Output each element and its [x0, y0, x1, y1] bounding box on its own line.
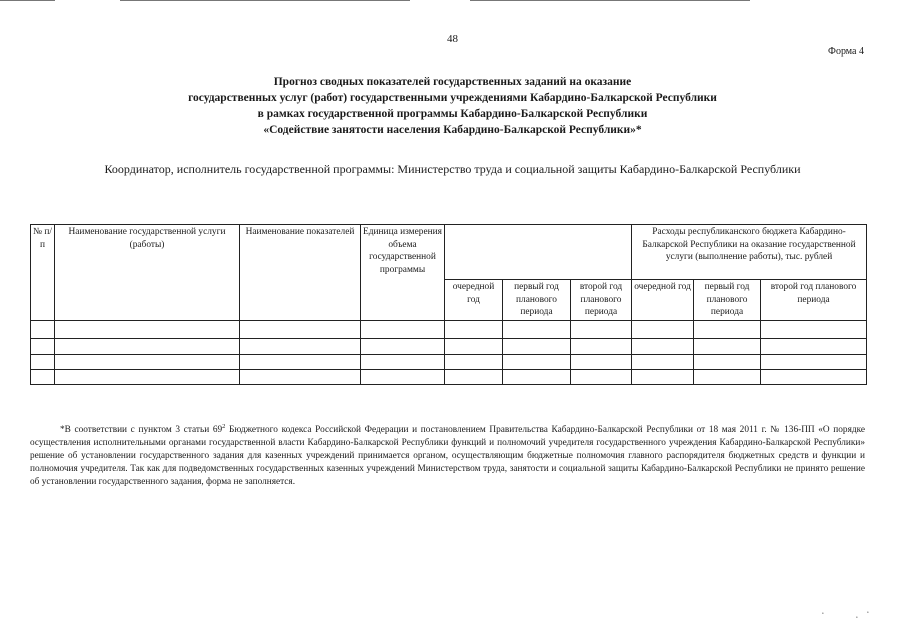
- table-cell: [361, 339, 445, 355]
- coordinator-line: Координатор, исполнитель государственной программы: Министерство труда и социальной защиты Кабардино-Балкарской Республики: [104, 162, 801, 176]
- table-cell: [571, 370, 632, 385]
- header-volume-first-plan-year: первый год планового периода: [503, 280, 571, 321]
- table-cell: [361, 370, 445, 385]
- table-cell: [761, 370, 867, 385]
- title-line: «Содействие занятости населения Кабардино-Балкарской Республики»*: [263, 124, 642, 136]
- table-cell: [55, 355, 240, 370]
- header-expense-first-plan-year: первый год планового периода: [694, 280, 761, 321]
- title-line: Прогноз сводных показателей государственных заданий на оказание: [273, 76, 632, 88]
- table-cell: [694, 321, 761, 339]
- header-unit: Единица измерения объема государственной программы: [361, 225, 445, 321]
- title-line: государственных услуг (работ) государственными учреждениями Кабардино-Балкарской Республики: [188, 92, 717, 104]
- table-cell: [240, 355, 361, 370]
- table-cell: [694, 339, 761, 355]
- table-cell: [445, 321, 503, 339]
- scan-speck: •: [822, 612, 824, 617]
- table-cell: [503, 370, 571, 385]
- table-cell: [632, 339, 694, 355]
- table-cell: [31, 370, 55, 385]
- table-cell: [503, 321, 571, 339]
- scan-speck: •: [867, 611, 869, 616]
- scan-speck: •: [856, 616, 858, 621]
- header-service-name: Наименование государственной услуги (работы): [55, 225, 240, 321]
- table-cell: [571, 321, 632, 339]
- table-row: [31, 339, 867, 355]
- table-cell: [571, 339, 632, 355]
- table-row: [31, 321, 867, 339]
- table-cell: [694, 355, 761, 370]
- forecast-table: [30, 224, 867, 385]
- page-number: 48: [447, 33, 458, 45]
- footnote-lead: *В соответствии с пунктом 3 статьи 69: [60, 425, 223, 436]
- table-cell: [503, 339, 571, 355]
- header-expense-next-year: очередной год: [632, 280, 694, 321]
- table-cell: [31, 321, 55, 339]
- header-expenses: Расходы республиканского бюджета Кабардино-Балкарской Республики на оказание государственной услуги (выполнение работы), тыс. рублей: [632, 225, 867, 280]
- scan-line-mid: [120, 0, 410, 1]
- table-cell: [445, 339, 503, 355]
- table-cell: [55, 370, 240, 385]
- footnote-body: Бюджетного кодекса Российской Федерации и постановлением Правительства Кабардино-Балкарской Республики от 18 мая 2011 г. № 136-ПП «О порядке осуществления исполнительными органами государственной власти Кабардино-Балкарской Республики функций и полномочий учредителя государственного учреждения Кабардино-Балкарской Республики» решение об установлении государственного задания для казенных учреждений принимается органом, осуществляющим бюджетные полномочия главного распорядителя бюджетных средств и функции и полномочия учредителя. Так как для подведомственных государственных казенных учреждений Министерством труда, занятости и социальной защиты Кабардино-Балкарской Республики не принято решение об установлении государственного задания, форма не заполняется.: [30, 425, 865, 488]
- table-cell: [31, 355, 55, 370]
- header-indicator-name: Наименование показателей: [240, 225, 361, 321]
- header-volume-group: [445, 225, 632, 280]
- table-cell: [55, 339, 240, 355]
- footnote-text: [30, 420, 865, 489]
- header-volume-second-plan-year: второй год планового периода: [571, 280, 632, 321]
- table-cell: [761, 321, 867, 339]
- table-cell: [632, 355, 694, 370]
- form-label: Форма 4: [828, 46, 864, 57]
- table-cell: [445, 355, 503, 370]
- table-cell: [55, 321, 240, 339]
- table-cell: [571, 355, 632, 370]
- document-title: [0, 74, 905, 138]
- header-num: № п/п: [31, 225, 55, 321]
- table-cell: [632, 370, 694, 385]
- table-cell: [361, 355, 445, 370]
- header-volume-next-year: очередной год: [445, 280, 503, 321]
- table-row: [31, 355, 867, 370]
- footnote: [30, 420, 865, 489]
- table-cell: [761, 339, 867, 355]
- scan-line-left: [0, 0, 55, 1]
- table-cell: [240, 321, 361, 339]
- scan-line-right: [470, 0, 750, 1]
- table-cell: [761, 355, 867, 370]
- table-cell: [240, 370, 361, 385]
- table-cell: [31, 339, 55, 355]
- footnote-superscript: 2: [222, 423, 226, 430]
- table-cell: [361, 321, 445, 339]
- header-row-1: [31, 225, 867, 280]
- title-line: в рамках государственной программы Кабардино-Балкарской Республики: [257, 108, 648, 120]
- header-expense-second-plan-year: второй год планового периода: [761, 280, 867, 321]
- table-cell: [445, 370, 503, 385]
- table-cell: [632, 321, 694, 339]
- table-cell: [694, 370, 761, 385]
- table-cell: [503, 355, 571, 370]
- table-row: [31, 370, 867, 385]
- table-cell: [240, 339, 361, 355]
